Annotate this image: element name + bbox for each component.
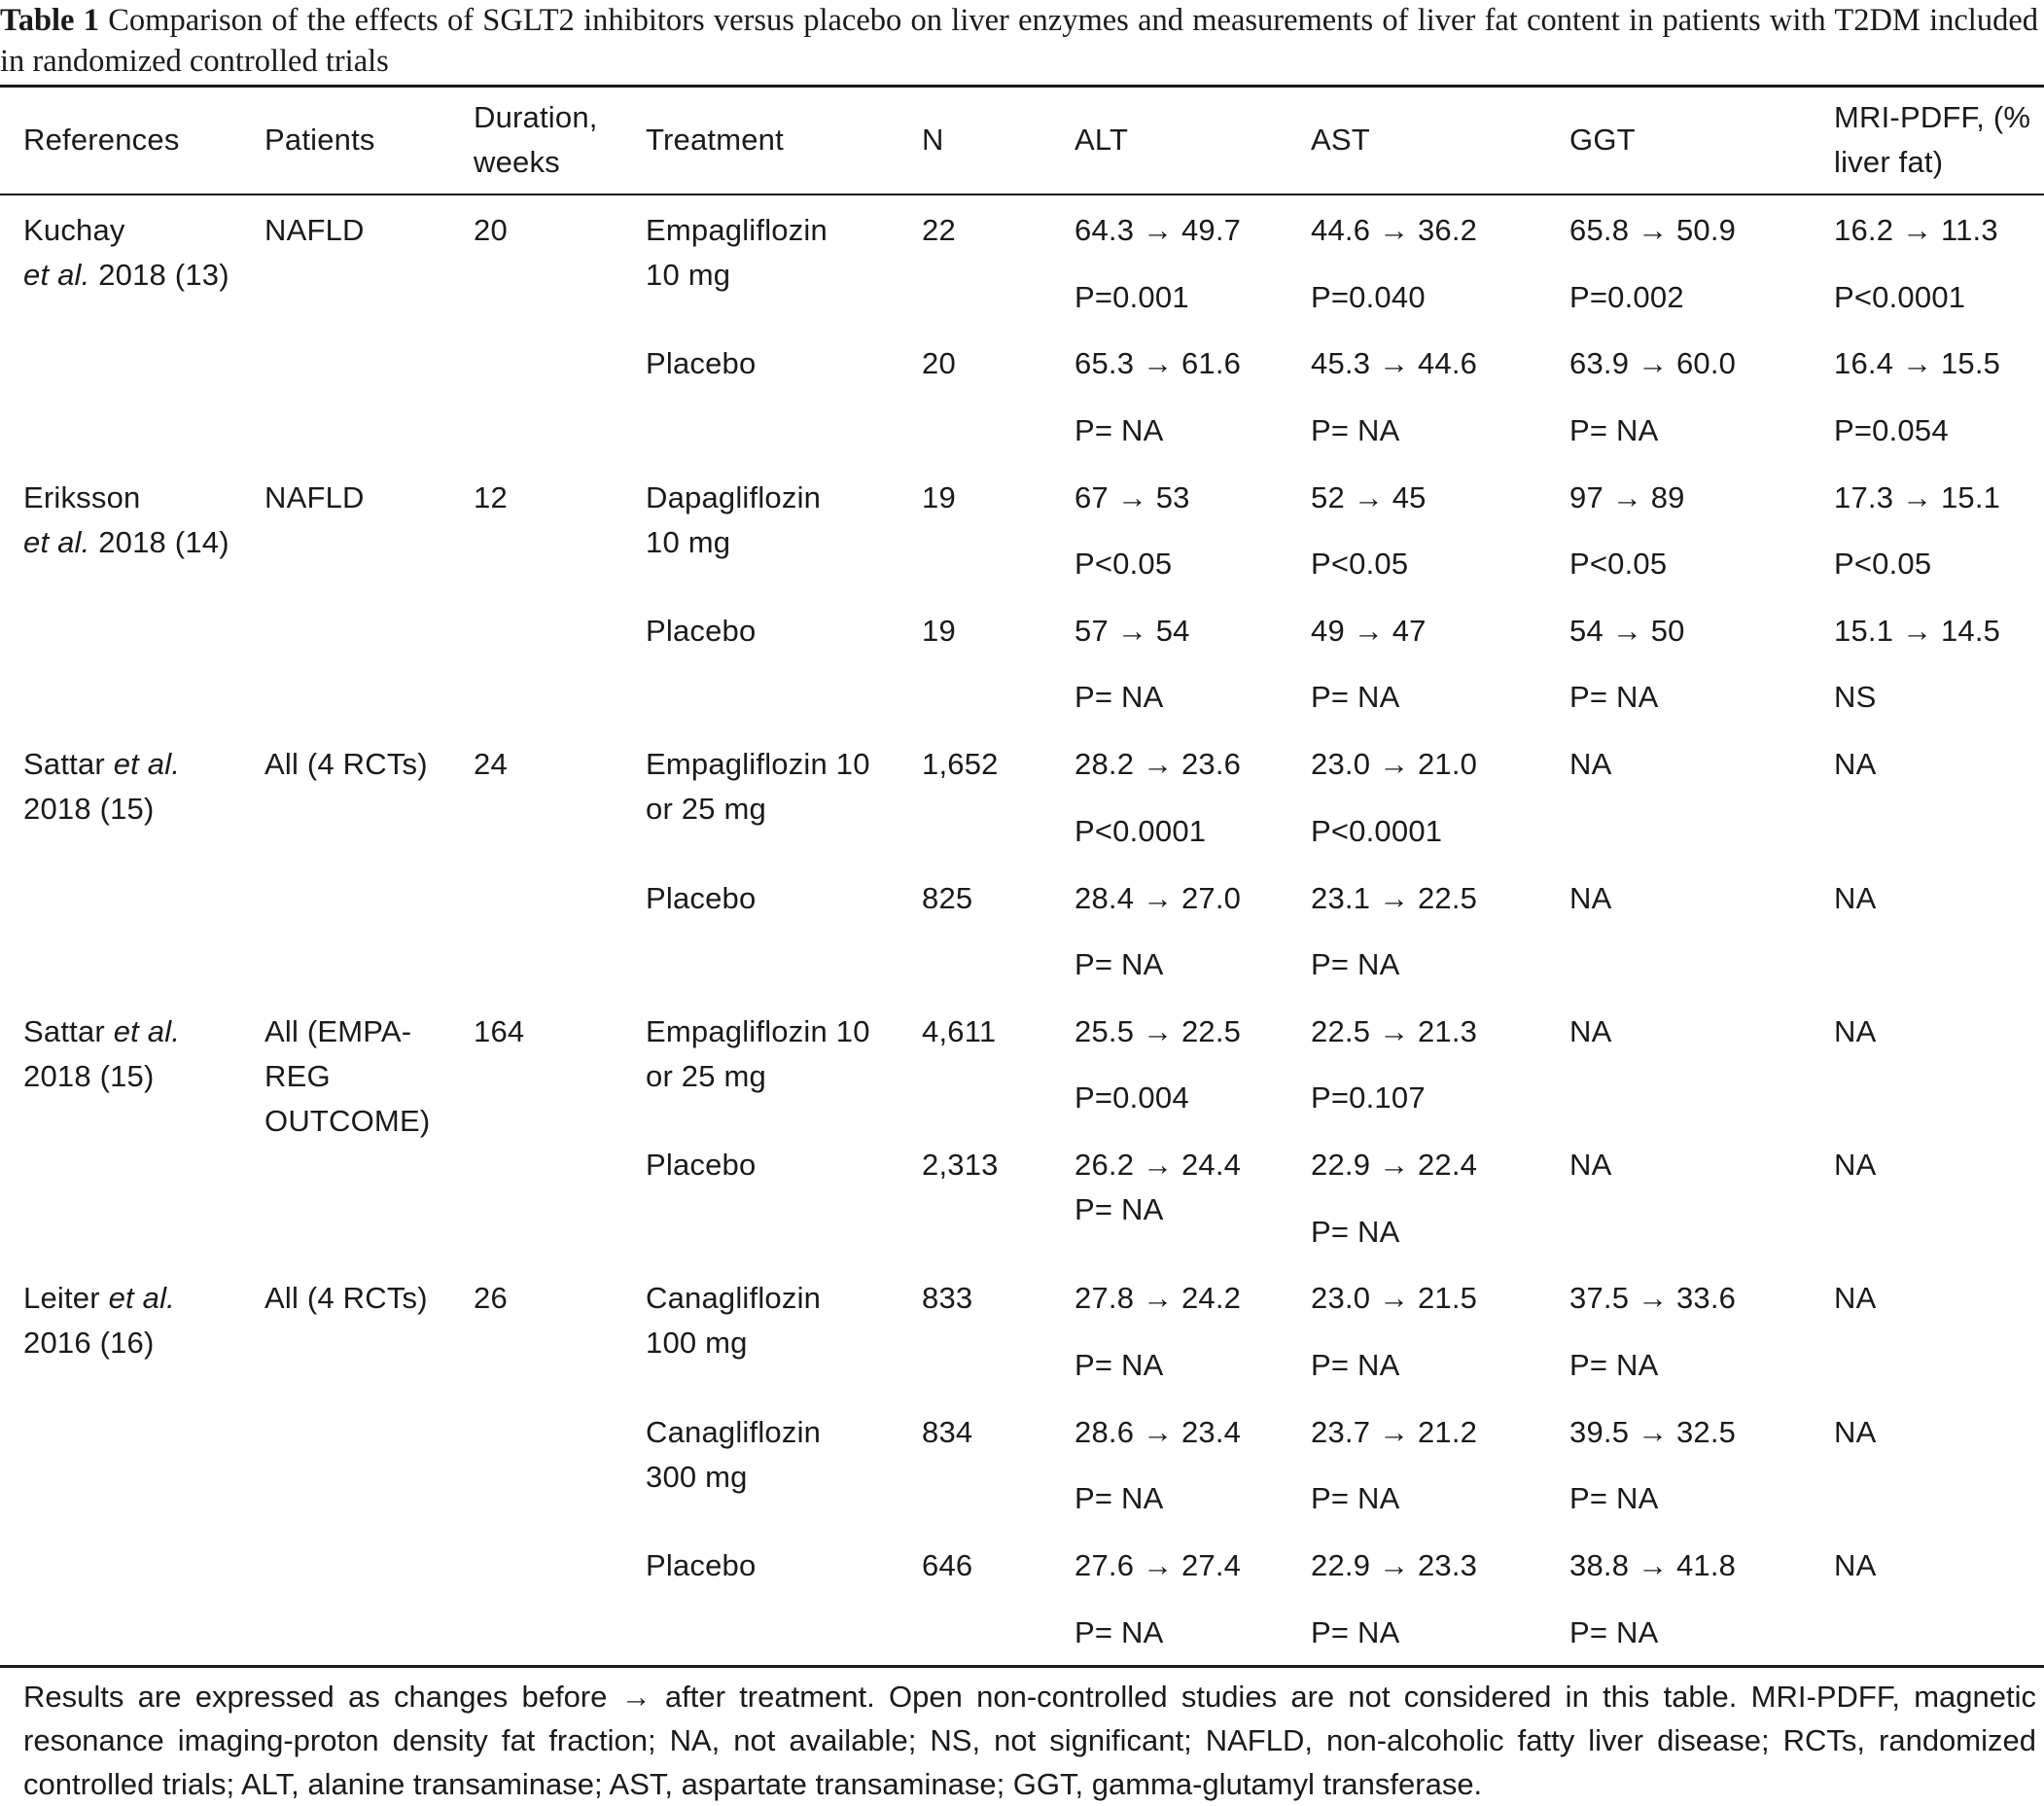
arm-mri: NA — [1834, 1148, 1877, 1183]
arm-treatment: Placebo — [646, 1548, 757, 1582]
table-label: Table 1 — [0, 3, 99, 38]
arm-ast: 23.0 → 21.0 P<0.0001 — [1311, 747, 1478, 848]
arm-ggt: NA — [1569, 1148, 1612, 1183]
arm-n: 646 — [922, 1548, 973, 1582]
arm-alt: 27.6 → 27.4 P= NA — [1075, 1548, 1242, 1649]
arm-n: 19 — [922, 613, 956, 648]
table-bottom-rule — [0, 1665, 2044, 1668]
reference-text: 2016 (16) — [23, 1326, 155, 1361]
study-patients: NAFLD — [264, 479, 365, 514]
study-duration: 24 — [474, 747, 508, 782]
study-duration: 12 — [474, 479, 508, 514]
arm-ggt: 65.8 → 50.9 P=0.002 — [1569, 213, 1737, 314]
arm-treatment: Canagliflozin 300 mg — [646, 1414, 822, 1494]
column-header-ast: AST — [1311, 123, 1370, 157]
column-header-ggt: GGT — [1569, 123, 1636, 157]
column-header-alt: ALT — [1075, 123, 1129, 157]
reference-text: 2018 (14) — [89, 524, 229, 559]
arm-alt: 64.3 → 49.7 P=0.001 — [1075, 213, 1242, 314]
column-header-treatment: Treatment — [646, 123, 784, 157]
arm-mri: 16.4 → 15.5 P=0.054 — [1834, 346, 2001, 447]
arm-mri: 15.1 → 14.5 NS — [1834, 613, 2001, 715]
column-header-mri: MRI-PDFF, (% liver fat) — [1834, 100, 2031, 179]
arm-alt: 26.2 → 24.4 P= NA — [1075, 1148, 1242, 1227]
arm-treatment: Empagliflozin 10 mg — [646, 213, 828, 292]
arm-alt: 57 → 54 P= NA — [1075, 613, 1190, 715]
study-reference — [23, 208, 229, 298]
arm-mri: NA — [1834, 880, 1877, 915]
table-footnote: Results are expressed as changes before → after treatment. Open non-controlled studies are not considered in this table. MRI-PDFF, magnetic resonance imaging-proton density fat fraction; NA, not available; NS, not significant; NAFLD, non-alcoholic fatty liver disease; RCTs, randomized controlled trials; ALT, alanine transaminase; AST, aspartate transaminase; GGT, gamma-glutamyl transferase. — [23, 1680, 2036, 1801]
arm-n: 825 — [922, 880, 973, 915]
arm-treatment: Canagliflozin 100 mg — [646, 1281, 822, 1361]
arm-alt: 27.8 → 24.2 P= NA — [1075, 1281, 1242, 1382]
reference-text: Sattar — [23, 747, 114, 782]
reference-text: Eriksson — [23, 479, 141, 514]
reference-text: Leiter — [23, 1281, 109, 1316]
reference-etal: et al. — [113, 1013, 181, 1048]
arm-ast: 22.5 → 21.3 P=0.107 — [1311, 1013, 1478, 1115]
arm-alt: 28.2 → 23.6 P<0.0001 — [1075, 747, 1242, 848]
arm-ast: 22.9 → 23.3 P= NA — [1311, 1548, 1478, 1649]
arm-ggt: 37.5 → 33.6 P= NA — [1569, 1281, 1737, 1382]
reference-text: Kuchay — [23, 213, 125, 247]
arm-alt: 67 → 53 P<0.05 — [1075, 479, 1190, 582]
arm-treatment: Placebo — [646, 613, 757, 648]
study-reference — [23, 476, 229, 565]
study-patients: All (4 RCTs) — [264, 747, 428, 782]
caption-text: Comparison of the effects of SGLT2 inhibitors versus placebo on liver enzymes and measurements of liver fat content in patients with T2DM included in randomized controlled trials — [0, 3, 2038, 79]
arm-alt: 25.5 → 22.5 P=0.004 — [1075, 1013, 1242, 1115]
arm-alt: 28.4 → 27.0 P= NA — [1075, 880, 1242, 982]
study-duration: 164 — [474, 1013, 525, 1048]
arm-mri: NA — [1834, 747, 1877, 782]
table-top-rule — [0, 85, 2044, 88]
reference-etal: et al. — [108, 1281, 175, 1316]
arm-ggt: 97 → 89 P<0.05 — [1569, 479, 1685, 582]
table-header-rule — [0, 194, 2044, 195]
arm-ggt: NA — [1569, 1013, 1612, 1048]
column-header-ref: References — [23, 123, 180, 157]
arm-n: 2,313 — [922, 1148, 999, 1183]
arm-ast: 23.0 → 21.5 P= NA — [1311, 1281, 1478, 1382]
arm-mri: 17.3 → 15.1 P<0.05 — [1834, 479, 2001, 582]
arm-ggt: 63.9 → 60.0 P= NA — [1569, 346, 1737, 447]
column-header-n: N — [922, 123, 944, 157]
arm-alt: 28.6 → 23.4 P= NA — [1075, 1414, 1242, 1516]
table-caption — [0, 0, 2038, 82]
arm-n: 20 — [922, 346, 956, 381]
arm-ast: 49 → 47 P= NA — [1311, 613, 1427, 715]
arm-mri: NA — [1834, 1281, 1877, 1316]
reference-text: 2018 (13) — [89, 258, 229, 292]
reference-etal: et al. — [23, 258, 90, 292]
arm-n: 22 — [922, 213, 956, 247]
column-header-patients: Patients — [264, 123, 375, 157]
study-patients: All (EMPA- REG OUTCOME) — [264, 1013, 431, 1138]
arm-mri: NA — [1834, 1013, 1877, 1048]
arm-n: 1,652 — [922, 747, 999, 782]
reference-text: Sattar — [23, 1013, 114, 1048]
arm-ast: 52 → 45 P<0.05 — [1311, 479, 1427, 582]
arm-treatment: Placebo — [646, 880, 757, 915]
arm-ggt: NA — [1569, 747, 1612, 782]
arm-ggt: 38.8 → 41.8 P= NA — [1569, 1548, 1737, 1649]
arm-ast: 23.7 → 21.2 P= NA — [1311, 1414, 1478, 1516]
reference-text: 2018 (15) — [23, 1058, 155, 1093]
arm-n: 834 — [922, 1414, 973, 1449]
arm-ast: 45.3 → 44.6 P= NA — [1311, 346, 1478, 447]
arm-treatment: Empagliflozin 10 or 25 mg — [646, 747, 870, 827]
study-duration: 20 — [474, 213, 508, 247]
arm-n: 4,611 — [922, 1013, 997, 1048]
arm-treatment: Placebo — [646, 346, 757, 381]
study-patients: NAFLD — [264, 213, 365, 247]
arm-ast: 22.9 → 22.4 P= NA — [1311, 1148, 1478, 1249]
arm-mri: NA — [1834, 1414, 1877, 1449]
study-reference — [23, 1009, 180, 1099]
arm-treatment: Placebo — [646, 1148, 757, 1183]
study-reference — [23, 1276, 175, 1365]
column-header-duration: Duration, weeks — [474, 100, 598, 179]
arm-n: 19 — [922, 479, 956, 514]
study-duration: 26 — [474, 1281, 508, 1316]
reference-etal: et al. — [23, 524, 90, 559]
arm-ast: 44.6 → 36.2 P=0.040 — [1311, 213, 1478, 314]
arm-ggt: 54 → 50 P= NA — [1569, 613, 1685, 715]
arm-mri: 16.2 → 11.3 P<0.0001 — [1834, 213, 1998, 314]
study-reference — [23, 742, 180, 832]
reference-etal: et al. — [113, 747, 181, 782]
arm-treatment: Empagliflozin 10 or 25 mg — [646, 1013, 870, 1093]
study-patients: All (4 RCTs) — [264, 1281, 428, 1316]
arm-mri: NA — [1834, 1548, 1877, 1582]
arm-ast: 23.1 → 22.5 P= NA — [1311, 880, 1478, 982]
arm-alt: 65.3 → 61.6 P= NA — [1075, 346, 1242, 447]
arm-ggt: 39.5 → 32.5 P= NA — [1569, 1414, 1737, 1516]
arm-treatment: Dapagliflozin 10 mg — [646, 479, 822, 559]
arm-ggt: NA — [1569, 880, 1612, 915]
reference-text: 2018 (15) — [23, 792, 155, 827]
arm-n: 833 — [922, 1281, 973, 1316]
